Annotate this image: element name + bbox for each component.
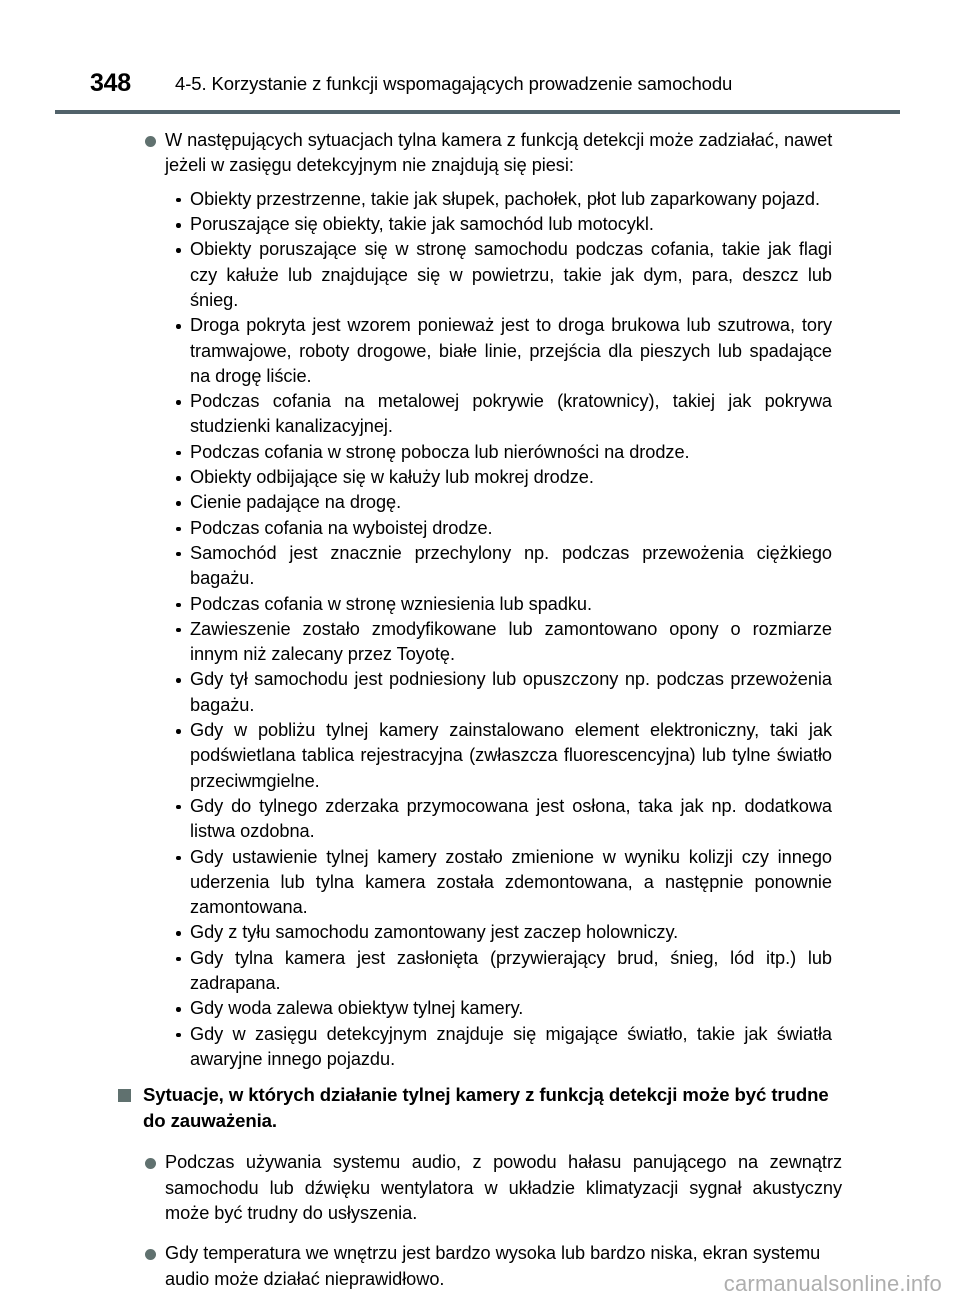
list-item: Gdy tylna kamera jest zasłonięta (przywierający brud, śnieg, lód itp.) lub zadrapana. [175, 946, 832, 997]
spacer [0, 179, 960, 187]
list-item: Obiekty poruszające się w stronę samochodu podczas cofania, takie jak flagi czy kałuże lub znajdujące się w powietrzu, takie jak dym, para, deszcz lub śnieg. [175, 237, 832, 313]
intro-text: W następujących sytuacjach tylna kamera z funkcją detekcji może zadziałać, nawet jeżeli w zasięgu detekcyjnym nie znajdują się piesi: [165, 130, 833, 176]
list-item: Podczas cofania w stronę pobocza lub nierówności na drodze. [175, 440, 832, 465]
spacer [0, 1227, 960, 1241]
page-number: 348 [90, 69, 131, 97]
list-item: Gdy z tyłu samochodu zamontowany jest zaczep holowniczy. [175, 920, 832, 945]
list-item: Obiekty odbijające się w kałuży lub mokrej drodze. [175, 465, 832, 490]
list-item: Gdy w zasięgu detekcyjnym znajduje się migające światło, takie jak światła awaryjne innego pojazdu. [175, 1022, 832, 1073]
section-item [143, 1150, 842, 1227]
page-header [0, 68, 960, 102]
list-item: Gdy w pobliżu tylnej kamery zainstalowano element elektroniczny, taki jak podświetlana tablica rejestracyjna (zwłaszcza fluorescencyjna) lub tylne światło przeciwmgielne. [175, 718, 832, 794]
page-title: 4-5. Korzystanie z funkcji wspomagających prowadzenie samochodu [175, 73, 733, 94]
list-item: Gdy ustawienie tylnej kamery zostało zmienione w wyniku kolizji czy innego uderzenia lub tylna kamera została zdemontowana, a następnie ponownie zamontowana. [175, 845, 832, 921]
list-item: Podczas cofania na wyboistej drodze. [175, 516, 832, 541]
section-item-text: Podczas używania systemu audio, z powodu hałasu panującego na zewnątrz samochodu lub dźwięku wentylatora w układzie klimatyzacji sygnał akustyczny może być trudny do usłyszenia. [165, 1152, 842, 1224]
disc-bullet-icon [145, 136, 156, 147]
sub-bullet-list [175, 187, 832, 1072]
list-item: Samochód jest znacznie przechylony np. podczas przewożenia ciężkiego bagażu. [175, 541, 832, 592]
list-item: Podczas cofania w stronę wzniesienia lub spadku. [175, 592, 832, 617]
section-item-text: Gdy temperatura we wnętrzu jest bardzo wysoka lub bardzo niska, ekran systemu audio może działać nieprawidłowo. [165, 1242, 821, 1289]
page-content [0, 128, 960, 1292]
square-bullet-icon [118, 1089, 131, 1102]
list-item: Obiekty przestrzenne, takie jak słupek, pachołek, płot lub zaparkowany pojazd. [175, 187, 832, 212]
header-divider [55, 110, 900, 114]
list-item: Cienie padające na drogę. [175, 490, 832, 515]
watermark: carmanualsonline.info [723, 1271, 942, 1296]
list-item: Podczas cofania na metalowej pokrywie (kratownicy), takiej jak pokrywa studzienki kanalizacyjnej. [175, 389, 832, 440]
spacer [0, 1072, 960, 1082]
disc-bullet-icon [145, 1158, 156, 1169]
spacer [0, 1134, 960, 1150]
intro-block [143, 128, 842, 179]
list-item: Droga pokryta jest wzorem ponieważ jest to droga brukowa lub szutrowa, tory tramwajowe, roboty drogowe, białe linie, przejścia dla pieszych lub spadające na drogę liście. [175, 313, 832, 389]
section-heading [118, 1082, 842, 1134]
list-item: Gdy woda zalewa obiektyw tylnej kamery. [175, 996, 832, 1021]
list-item: Gdy do tylnego zderzaka przymocowana jest osłona, taka jak np. dodatkowa listwa ozdobna. [175, 794, 832, 845]
section-heading-text: Sytuacje, w których działanie tylnej kamery z funkcją detekcji może być trudne do zauważenia. [143, 1084, 829, 1132]
intro-bullet [143, 128, 842, 179]
list-item: Zawieszenie zostało zmodyfikowane lub zamontowano opony o rozmiarze innym niż zalecany przez Toyotę. [175, 617, 832, 668]
list-item: Gdy tył samochodu jest podniesiony lub opuszczony np. podczas przewożenia bagażu. [175, 667, 832, 718]
disc-bullet-icon [145, 1249, 156, 1260]
list-item: Poruszające się obiekty, takie jak samochód lub motocykl. [175, 212, 832, 237]
